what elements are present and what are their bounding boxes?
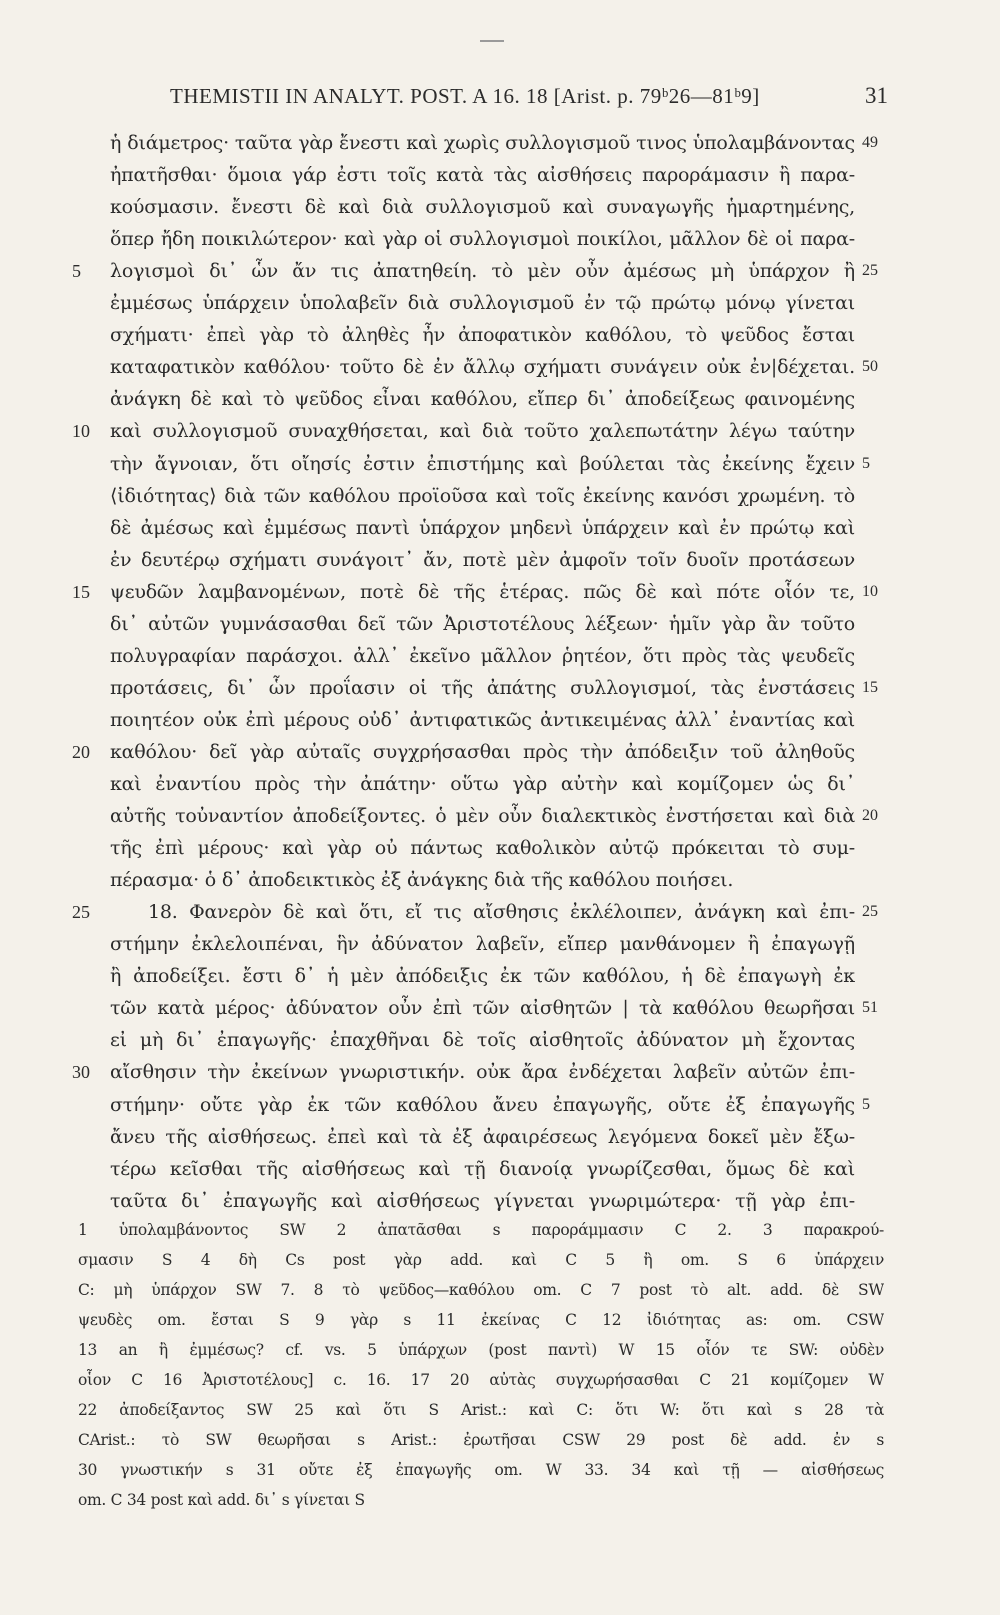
text-line: προτάσεις, δι᾽ ὧν προΐασιν οἱ τῆς ἀπάτης συλλογισμοί, τὰς ἐνστάσεις: [110, 676, 855, 699]
footnote-line: 22 ἀποδείξαντος SW 25 καὶ ὅτι S Arist.: καὶ C: ὅτι W: ὅτι καὶ s 28 τὰ: [78, 1401, 884, 1419]
text-line: σχήματι· ἐπεὶ γὰρ τὸ ἀληθὲς ἦν ἀποφατικὸν καθόλου, τὸ ψεῦδος ἔσται: [110, 324, 855, 347]
line-number: [72, 223, 104, 255]
marginal-reference: [862, 960, 902, 992]
top-dash: [480, 40, 504, 42]
line-number: [72, 928, 104, 960]
text-line: καταφατικὸν καθόλου· τοῦτο δὲ ἐν ἄλλῳ σχήματι συνάγειν οὐκ ἐν|δέχεται.: [110, 356, 855, 379]
line-number: [72, 287, 104, 319]
marginal-reference: [862, 1185, 902, 1217]
marginal-reference: [862, 928, 902, 960]
header-title: THEMISTII IN ANALYT. POST. A 16. 18 [Arist. p. 79ᵇ26—81ᵇ9]: [170, 84, 760, 108]
marginal-reference: 50: [862, 358, 878, 376]
footnote-line: CArist.: τὸ SW θεωρῆσαι s Arist.: ἐρωτῆσαι CSW 29 post δὲ add. ἐν s: [78, 1431, 884, 1449]
line-number: [72, 1185, 104, 1217]
text-line: αἴσθησιν τὴν ἐκείνων γνωριστικήν. οὐκ ἄρα ἐνδέχεται λαβεῖν αὐτῶν ἐπι-: [110, 1061, 855, 1084]
text-line: δὲ ἀμέσως καὶ ἐμμέσως παντὶ ὑπάρχον μηδενὶ ὑπάρχειν καὶ ἐν πρώτῳ καὶ: [110, 516, 855, 539]
line-number: 25: [72, 902, 90, 923]
line-number: [72, 608, 104, 640]
marginal-reference: [862, 1153, 902, 1185]
text-line: ἡ διάμετρος· ταῦτα γὰρ ἔνεστι καὶ χωρὶς συλλογισμοῦ τινος ὑπολαμβάνοντας: [110, 132, 855, 154]
line-number: [72, 127, 104, 159]
marginal-reference: 51: [862, 999, 878, 1017]
marginal-reference: [862, 159, 902, 191]
text-line: καθόλου· δεῖ γὰρ αὐταῖς συγχρήσασθαι πρὸς τὴν ἀπόδειξιν τοῦ ἀληθοῦς: [110, 740, 855, 763]
marginal-reference: [862, 1024, 902, 1056]
marginal-reference: [862, 319, 902, 351]
text-line: δι᾽ αὐτῶν γυμνάσασθαι δεῖ τῶν Ἀριστοτέλους λέξεων· ἡμῖν γὰρ ἂν τοῦτο: [110, 612, 855, 635]
line-number: [72, 191, 104, 223]
text-line: στήμην· οὔτε γὰρ ἐκ τῶν καθόλου ἄνευ ἐπαγωγῆς, οὔτε ἐξ ἐπαγωγῆς: [110, 1093, 855, 1116]
text-line: ἐν δευτέρῳ σχήματι συνάγοιτ᾽ ἄν, ποτὲ μὲν ἀμφοῖν τοῖν δυοῖν προτάσεων: [110, 548, 855, 571]
marginal-reference: [862, 1121, 902, 1153]
text-line: ἢ ἀποδείξει. ἔστι δ᾽ ἡ μὲν ἀπόδειξις ἐκ τῶν καθόλου, ἡ δὲ ἐπαγωγὴ ἐκ: [110, 965, 855, 988]
footnote-line: om. C 34 post καὶ add. δι᾽ s γίνεται S: [78, 1491, 365, 1509]
marginal-reference: 20: [862, 807, 878, 825]
marginal-reference: [862, 1056, 902, 1088]
text-line: τῆς ἐπὶ μέρους· καὶ γὰρ οὐ πάντως καθολικὸν αὐτῷ πρόκειται τὸ συμ-: [110, 837, 855, 860]
marginal-reference: [862, 832, 902, 864]
text-line: 18. Φανερὸν δὲ καὶ ὅτι, εἴ τις αἴσθησις ἐκλέλοιπεν, ἀνάγκη καὶ ἐπι-: [148, 901, 855, 924]
text-line: τὴν ἄγνοιαν, ὅτι οἴησίς ἐστιν ἐπιστήμης καὶ βούλεται τὰς ἐκείνης ἔχειν: [110, 452, 855, 475]
marginal-reference: 5: [862, 454, 870, 472]
footnote-line: σμασιν S 4 δὴ Cs post γὰρ add. καὶ C 5 ἢ om. S 6 ὑπάρχειν: [78, 1251, 884, 1269]
line-number: [72, 1024, 104, 1056]
line-number: [72, 800, 104, 832]
text-line: στήμην ἐκλελοιπέναι, ἣν ἀδύνατον λαβεῖν, εἴπερ μανθάνομεν ἢ ἐπαγωγῇ: [110, 933, 855, 956]
line-number: [72, 960, 104, 992]
marginal-reference: [862, 415, 902, 447]
marginal-reference: [862, 512, 902, 544]
footnote-line: C: μὴ ὑπάρχον SW 7. 8 τὸ ψεῦδος—καθόλου om. C 7 post τὸ alt. add. δὲ SW: [78, 1281, 884, 1299]
marginal-reference: [862, 768, 902, 800]
line-number: [72, 448, 104, 480]
line-number: [72, 383, 104, 415]
line-number: [72, 544, 104, 576]
line-number: [72, 640, 104, 672]
footnote-line: οἷον C 16 Ἀριστοτέλους] c. 16. 17 20 αὐτὰς συγχωρήσασθαι C 21 κομίζομεν W: [78, 1371, 884, 1389]
line-number: [72, 351, 104, 383]
footnote-line: 1 ὑπολαμβάνοντος SW 2 ἀπατᾶσθαι s παροράμμασιν C 2. 3 παρακρού-: [78, 1221, 884, 1239]
text-line: ἐμμέσως ὑπάρχειν ὑπολαβεῖν διὰ συλλογισμοῦ ἐν τῷ πρώτῳ μόνῳ γίνεται: [110, 292, 855, 315]
line-number: [72, 832, 104, 864]
text-line: καὶ ἐναντίου πρὸς τὴν ἀπάτην· οὕτω γὰρ αὐτὴν καὶ κομίζομεν ὡς δι᾽: [110, 773, 855, 795]
marginal-reference: [862, 608, 902, 640]
marginal-reference: 15: [862, 678, 878, 696]
line-number: [72, 704, 104, 736]
marginal-reference: [862, 544, 902, 576]
line-number: [72, 1153, 104, 1185]
footnote-line: 30 γνωστικήν s 31 οὔτε ἐξ ἐπαγωγῆς om. W 33. 34 καὶ τῇ — αἰσθήσεως: [78, 1461, 884, 1479]
marginal-reference: 10: [862, 582, 878, 600]
text-line: ⟨ἰδιότητας⟩ διὰ τῶν καθόλου προϊοῦσα καὶ τοῖς ἐκείνης κανόσι χρωμένη. τὸ: [110, 484, 855, 507]
marginal-reference: 5: [862, 1095, 870, 1113]
text-line: ὅπερ ἤδη ποικιλώτερον· καὶ γὰρ οἱ συλλογισμοὶ ποικίλοι, μᾶλλον δὲ οἱ παρα-: [110, 228, 855, 251]
marginal-reference: 25: [862, 903, 878, 921]
marginal-reference: [862, 736, 902, 768]
line-number: 20: [72, 741, 90, 762]
marginal-reference: [862, 191, 902, 223]
line-number: [72, 512, 104, 544]
line-number: 30: [72, 1062, 90, 1083]
text-line: πέρασμα· ὁ δ᾽ ἀποδεικτικὸς ἐξ ἀνάγκης διὰ τῆς καθόλου ποιήσει.: [110, 869, 734, 892]
footnote-line: 13 an ἢ ἐμμέσως? cf. vs. 5 ὑπάρχων (post παντὶ) W 15 οἷόν τε SW: οὐδὲν: [78, 1341, 884, 1359]
marginal-reference: [862, 704, 902, 736]
critical-apparatus: [78, 1215, 884, 1515]
page-number: 31: [865, 83, 888, 108]
line-number: [72, 1121, 104, 1153]
line-number: [72, 159, 104, 191]
text-line: ἄνευ τῆς αἰσθήσεως. ἐπεὶ καὶ τὰ ἐξ ἀφαιρέσεως λεγόμενα δοκεῖ μὲν ἔξω-: [110, 1125, 855, 1148]
marginal-reference: [862, 864, 902, 896]
marginal-reference: [862, 480, 902, 512]
marginal-reference: [862, 383, 902, 415]
line-number: [72, 319, 104, 351]
line-number: [72, 672, 104, 704]
marginal-reference: [862, 640, 902, 672]
text-line: ταῦτα δι᾽ ἐπαγωγῆς καὶ αἰσθήσεως γίγνεται γνωριμώτερα· τῇ γὰρ ἐπι-: [110, 1189, 855, 1212]
text-line: τέρω κεῖσθαι τῆς αἰσθήσεως καὶ τῇ διανοίᾳ γνωρίζεσθαι, ὅμως δὲ καὶ: [110, 1157, 855, 1180]
text-line: αὐτῆς τοὐναντίον ἀποδείξοντες. ὁ μὲν οὖν διαλεκτικὸς ἐνστήσεται καὶ διὰ: [110, 805, 855, 828]
line-number: [72, 768, 104, 800]
marginal-reference: [862, 287, 902, 319]
footnote-line: ψευδὲς om. ἔσται S 9 γὰρ s 11 ἐκείνας C 12 ἰδιότητας as: om. CSW: [78, 1311, 884, 1329]
marginal-reference: 49: [862, 134, 878, 151]
text-line: ἠπατῆσθαι· ὅμοια γάρ ἐστι τοῖς κατὰ τὰς αἰσθήσεις παροράμασιν ἢ παρα-: [110, 164, 855, 187]
line-number: [72, 480, 104, 512]
text-line: εἰ μὴ δι᾽ ἐπαγωγῆς· ἐπαχθῆναι δὲ τοῖς αἰσθητοῖς ἀδύνατον μὴ ἔχοντας: [110, 1029, 855, 1052]
text-line: καὶ συλλογισμοῦ συναχθήσεται, καὶ διὰ τοῦτο χαλεπωτάτην λέγω ταύτην: [110, 420, 855, 443]
line-number: 15: [72, 581, 90, 602]
line-number: [72, 992, 104, 1024]
running-header: [170, 84, 888, 114]
text-line: λογισμοὶ δι᾽ ὧν ἄν τις ἀπατηθείη. τὸ μὲν οὖν ἀμέσως μὴ ὑπάρχον ἢ: [110, 260, 855, 283]
text-line: πολυγραφίαν παράσχοι. ἀλλ᾽ ἐκεῖνο μᾶλλον ῥητέον, ὅτι πρὸς τὰς ψευδεῖς: [110, 644, 855, 667]
marginal-reference: 25: [862, 262, 878, 280]
line-number: [72, 864, 104, 896]
line-number: [72, 1089, 104, 1121]
text-line: ἀνάγκη δὲ καὶ τὸ ψεῦδος εἶναι καθόλου, εἴπερ δι᾽ ἀποδείξεως φαινομένης: [110, 388, 855, 411]
line-number: 10: [72, 421, 90, 442]
text-line: κούσμασιν. ἔνεστι δὲ καὶ διὰ συλλογισμοῦ καὶ συναγωγῆς ἡμαρτημένης,: [110, 196, 855, 219]
marginal-reference: [862, 223, 902, 255]
text-line: τῶν κατὰ μέρος· ἀδύνατον οὖν ἐπὶ τῶν αἰσθητῶν | τὰ καθόλου θεωρῆσαι: [110, 997, 855, 1020]
text-line: ψευδῶν λαμβανομένων, ποτὲ δὲ τῆς ἑτέρας. πῶς δὲ καὶ πότε οἷόν τε,: [110, 580, 855, 603]
text-line: ποιητέον οὐκ ἐπὶ μέρους οὐδ᾽ ἀντιφατικῶς ἀντικειμένας ἀλλ᾽ ἐναντίας καὶ: [110, 708, 855, 731]
line-number: 5: [72, 261, 81, 282]
